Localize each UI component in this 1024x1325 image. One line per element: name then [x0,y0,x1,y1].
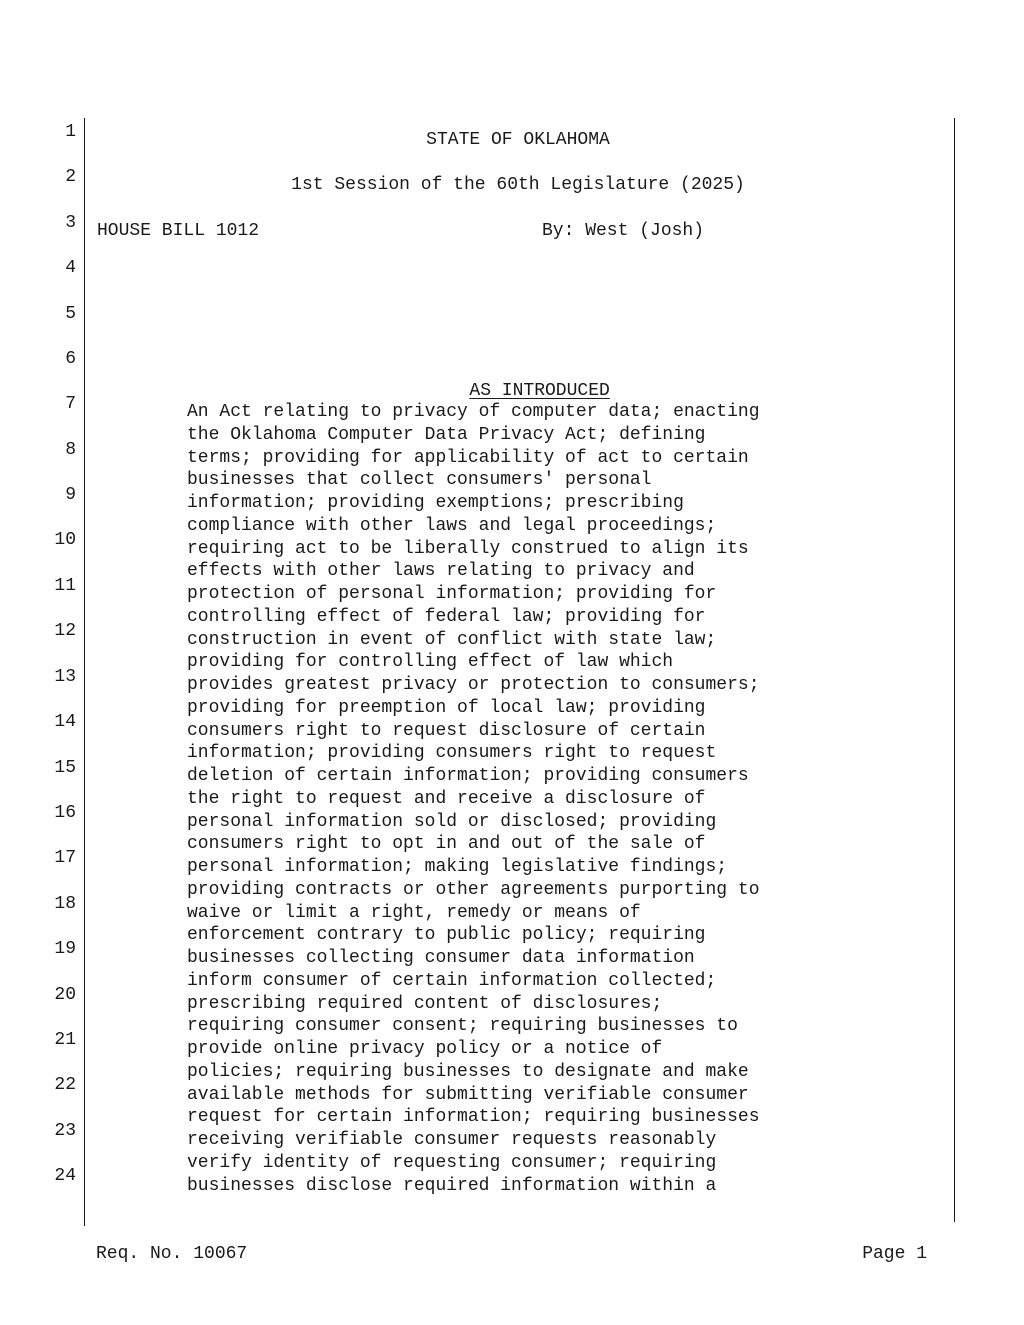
line-number: 10 [54,530,76,550]
line-number: 18 [54,894,76,914]
line-number: 4 [65,258,76,278]
title-line: compliance with other laws and legal proceedings; [187,515,717,536]
title-line: businesses collecting consumer data information [187,948,695,968]
line-number: 7 [65,394,76,414]
title-line: controlling effect of federal law; providing for [187,606,706,627]
title-line: construction in event of conflict with state law; [187,629,717,650]
title-line: information; providing consumers right to request [187,743,717,764]
title-line: verify identity of requesting consumer; requiring [187,1152,717,1173]
title-line: prescribing required content of disclosures; [187,993,663,1014]
title-line: providing contracts or other agreements purporting to [187,879,760,900]
act-title [187,401,847,1197]
session-heading: 1st Session of the 60th Legislature (2025) [291,175,745,195]
line-number: 21 [54,1030,76,1050]
title-line: personal information; making legislative findings; [187,857,728,877]
title-line: provide online privacy policy or a notice of [187,1039,663,1059]
title-line: requiring act to be liberally construed to align its [187,538,749,559]
line-number: 23 [54,1121,76,1141]
title-line: businesses disclose required information within a [187,1175,717,1196]
title-line: requiring consumer consent; requiring businesses to [187,1016,738,1037]
title-line: inform consumer of certain information collected; [187,970,717,991]
request-number: Req. No. 10067 [96,1244,248,1264]
title-line: effects with other laws relating to privacy and [187,561,695,582]
title-line: terms; providing for applicability of act to certain [187,447,749,468]
bill-author: By: West (Josh) [542,221,705,241]
line-number: 12 [54,621,76,641]
title-line: enforcement contrary to public policy; requiring [187,925,706,946]
line-number: 6 [65,349,76,369]
title-line: providing for preemption of local law; providing [187,697,706,718]
line-number: 15 [54,758,76,778]
line-number: 3 [65,213,76,233]
title-line: receiving verifiable consumer requests reasonably [187,1130,717,1150]
line-number: 20 [54,985,76,1005]
line-number: 9 [65,485,76,505]
status-heading: AS INTRODUCED [469,381,610,401]
line-number: 22 [54,1075,76,1095]
page-number: Page 1 [862,1244,927,1264]
title-line: businesses that collect consumers' personal [187,470,652,491]
title-line: consumers right to opt in and out of the sale of [187,834,706,855]
title-line: available methods for submitting verifiable consumer [187,1084,749,1105]
title-line: provides greatest privacy or protection to consumers; [187,675,760,695]
title-line: the right to request and receive a disclosure of [187,788,706,809]
title-line: request for certain information; requiring businesses [187,1107,760,1128]
title-line: deletion of certain information; providing consumers [187,766,749,786]
state-heading: STATE OF OKLAHOMA [426,130,610,150]
line-number: 17 [54,848,76,868]
line-number: 13 [54,667,76,687]
line-number: 11 [54,576,76,596]
title-line: the Oklahoma Computer Data Privacy Act; defining [187,424,706,445]
title-line: waive or limit a right, remedy or means of [187,902,641,923]
title-line: providing for controlling effect of law which [187,652,674,673]
line-number: 1 [65,122,76,142]
line-number: 8 [65,440,76,460]
line-number: 5 [65,304,76,324]
bill-number: HOUSE BILL 1012 [97,221,260,241]
left-margin-rule [84,118,85,1226]
title-line: information; providing exemptions; prescribing [187,493,684,513]
title-line: policies; requiring businesses to designate and make [187,1061,749,1082]
line-number: 24 [54,1166,76,1186]
line-number: 19 [54,939,76,959]
right-margin-rule [954,118,955,1222]
line-number: 16 [54,803,76,823]
title-line: personal information sold or disclosed; providing [187,811,717,832]
title-line: protection of personal information; providing for [187,584,717,604]
line-number: 14 [54,712,76,732]
title-line: consumers right to request disclosure of certain [187,720,706,741]
title-line: An Act relating to privacy of computer data; enacting [187,402,760,422]
line-number: 2 [65,167,76,187]
